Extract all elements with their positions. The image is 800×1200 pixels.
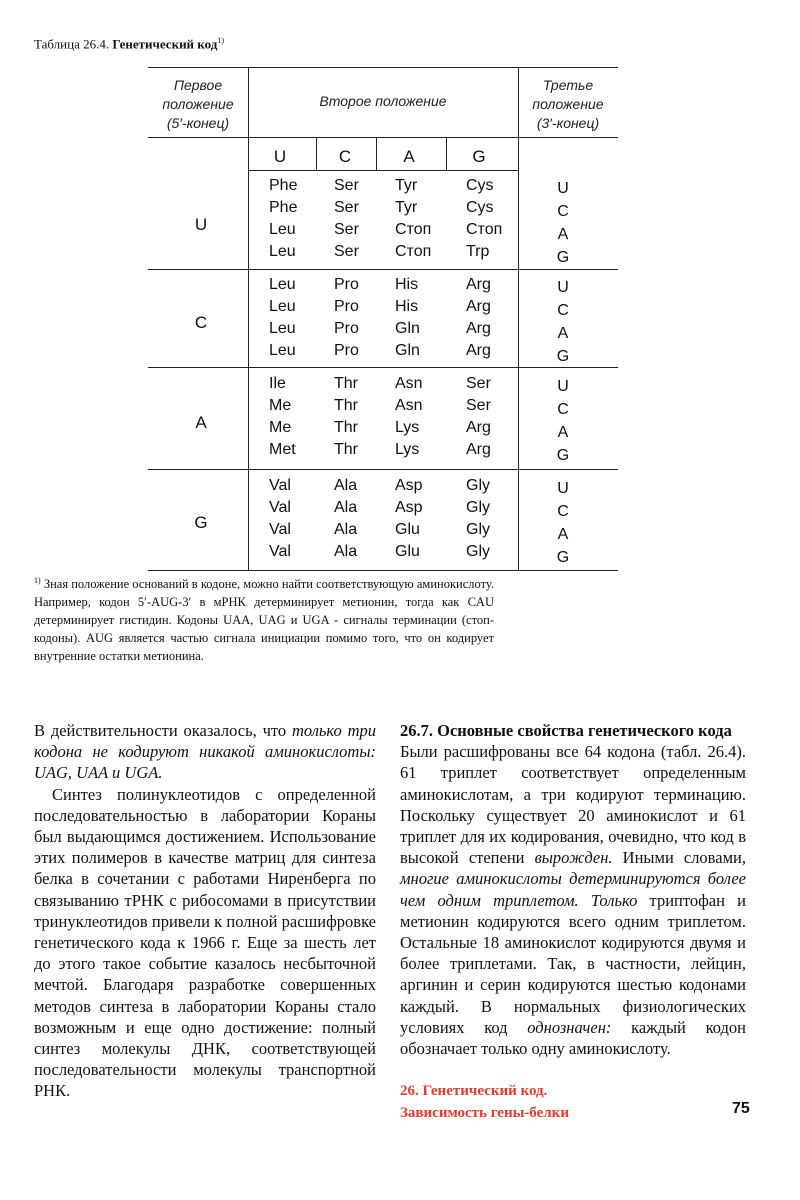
running-footer-title: 26. Генетический код. Зависимость гены-белки [400, 1083, 569, 1121]
left-paragraph-2: Синтез полинуклеотидов с определенной последовательностью в лаборатории Кораны был выдающимся достижением. Использование этих полимеров в качестве матриц для синтеза белка в сочетании с работами Ниренберга по связыванию тРНК с рибосомами в присутствии тринуклеотидов привели к полной расшифровке генетического кода к 1966 г. Еще за шесть лет до этого такое событие казалось несбыточной мечтой. Благодаря разработке совершенных методов синтеза в лаборатории Кораны стало возможным и еще одно достижение: полный синтез молекулы ДНК, соответствующей последовательности молекулы транспортной РНК. [34, 784, 376, 1101]
table-rule-header [148, 137, 618, 138]
codon-cell: Pro Pro Pro Pro [334, 276, 359, 359]
caption-note-mark: 1) [217, 36, 224, 45]
second-base-c: C [338, 147, 352, 166]
table-caption [34, 36, 224, 52]
header-second-position: Второе положение [319, 93, 447, 109]
codon-cell: Phe Phe Leu Leu [269, 177, 298, 260]
first-base-u: U [194, 215, 208, 234]
second-base-a: A [403, 147, 415, 166]
table-rule-v2 [518, 67, 519, 570]
codon-cell: Ser Ser Arg Arg [466, 375, 491, 458]
codon-cell: Tyr Tyr Стоп Стоп [395, 177, 432, 260]
header-third-position: Третье положение (3′-конец) [532, 77, 604, 131]
codon-cell: Gly Gly Gly Gly [466, 477, 490, 560]
first-base-c: C [194, 313, 208, 332]
codon-cell: Thr Thr Thr Thr [334, 375, 358, 458]
codon-cell: Ala Ala Ala Ala [334, 477, 358, 560]
footnote-mark: 1) [34, 576, 41, 585]
codon-cell: Asn Asn Lys Lys [395, 375, 423, 458]
third-base-list: U C A G [556, 378, 570, 464]
left-paragraph-1: В действительности оказалось, что только три кодона не кодируют никакой аминокислоты: UAG, UAA и UGA. [34, 721, 377, 783]
footnote-text: Зная положение оснований в кодоне, можно найти соответствующую аминокислоту. Например, кодон 5′-AUG-3′ в мРНК детерминирует метионин, тогда как CAU детерминирует гистидин. Кодоны UAA, UAG и UGA - сигналы терминации (стоп-кодоны). AUG является частью сигнала инициации помимо того, что он кодирует внутренние остатки метионина. [34, 577, 495, 664]
table-rule-block-u [148, 269, 618, 270]
right-column [400, 720, 746, 1059]
codon-cell: His His Gln Gln [395, 276, 420, 359]
table-footnote [34, 572, 494, 665]
third-base-list: U C A G [556, 480, 570, 566]
codon-cell: Arg Arg Arg Arg [466, 276, 491, 359]
caption-title: Генетический код [112, 36, 218, 52]
first-base-a: A [195, 413, 207, 432]
left-column [34, 720, 376, 1102]
table-rule-v5 [446, 137, 447, 170]
table-rule-bottom [148, 570, 618, 571]
third-base-list: U C A G [556, 180, 570, 266]
table-rule-v1 [248, 67, 249, 570]
codon-cell: Ser Ser Ser Ser [334, 177, 359, 260]
codon-cell: Val Val Val Val [269, 477, 291, 560]
table-rule-top [148, 67, 618, 68]
right-paragraph: Были расшифрованы все 64 кодона (табл. 26.4). 61 триплет соответствует определенным аминокислотам, а три кодируют терминацию. Поскольку существует 20 аминокислот и 61 триплет для их кодирования, очевидно, что код в высокой степени вырожден. Иными словами, многие аминокислоты детерминируются более чем одним триплетом. Только триптофан и метионин кодируются всего одним триплетом. Остальные 18 аминокислот кодируются двумя и более триплетами. Так, в частности, лейцин, аргинин и серин кодируются шестью кодонами каждый. В нормальных физиологических условиях код однозначен: каждый кодон обозначает только одну аминокислоту. [400, 742, 746, 1059]
third-base-list: U C A G [556, 279, 570, 365]
header-first-position: Первое положение (5′-конец) [162, 77, 234, 131]
table-rule-v4 [376, 137, 377, 170]
table-rule-block-a [148, 469, 618, 470]
codon-cell: Cys Cys Стоп Trp [466, 177, 503, 260]
codon-cell: Asp Asp Glu Glu [395, 477, 423, 560]
table-rule-v3 [316, 137, 317, 170]
caption-prefix: Таблица 26.4. [34, 36, 110, 52]
codon-cell: Leu Leu Leu Leu [269, 276, 296, 359]
section-heading: 26.7. Основные свойства генетического кода [400, 721, 732, 740]
second-base-g: G [472, 147, 486, 166]
second-base-u: U [273, 147, 287, 166]
codon-cell: Ile Me Me Met [269, 375, 296, 458]
genetic-code-table [148, 67, 618, 571]
first-base-g: G [194, 513, 208, 532]
page-number: 75 [732, 1100, 750, 1117]
table-rule-bases [248, 170, 518, 171]
